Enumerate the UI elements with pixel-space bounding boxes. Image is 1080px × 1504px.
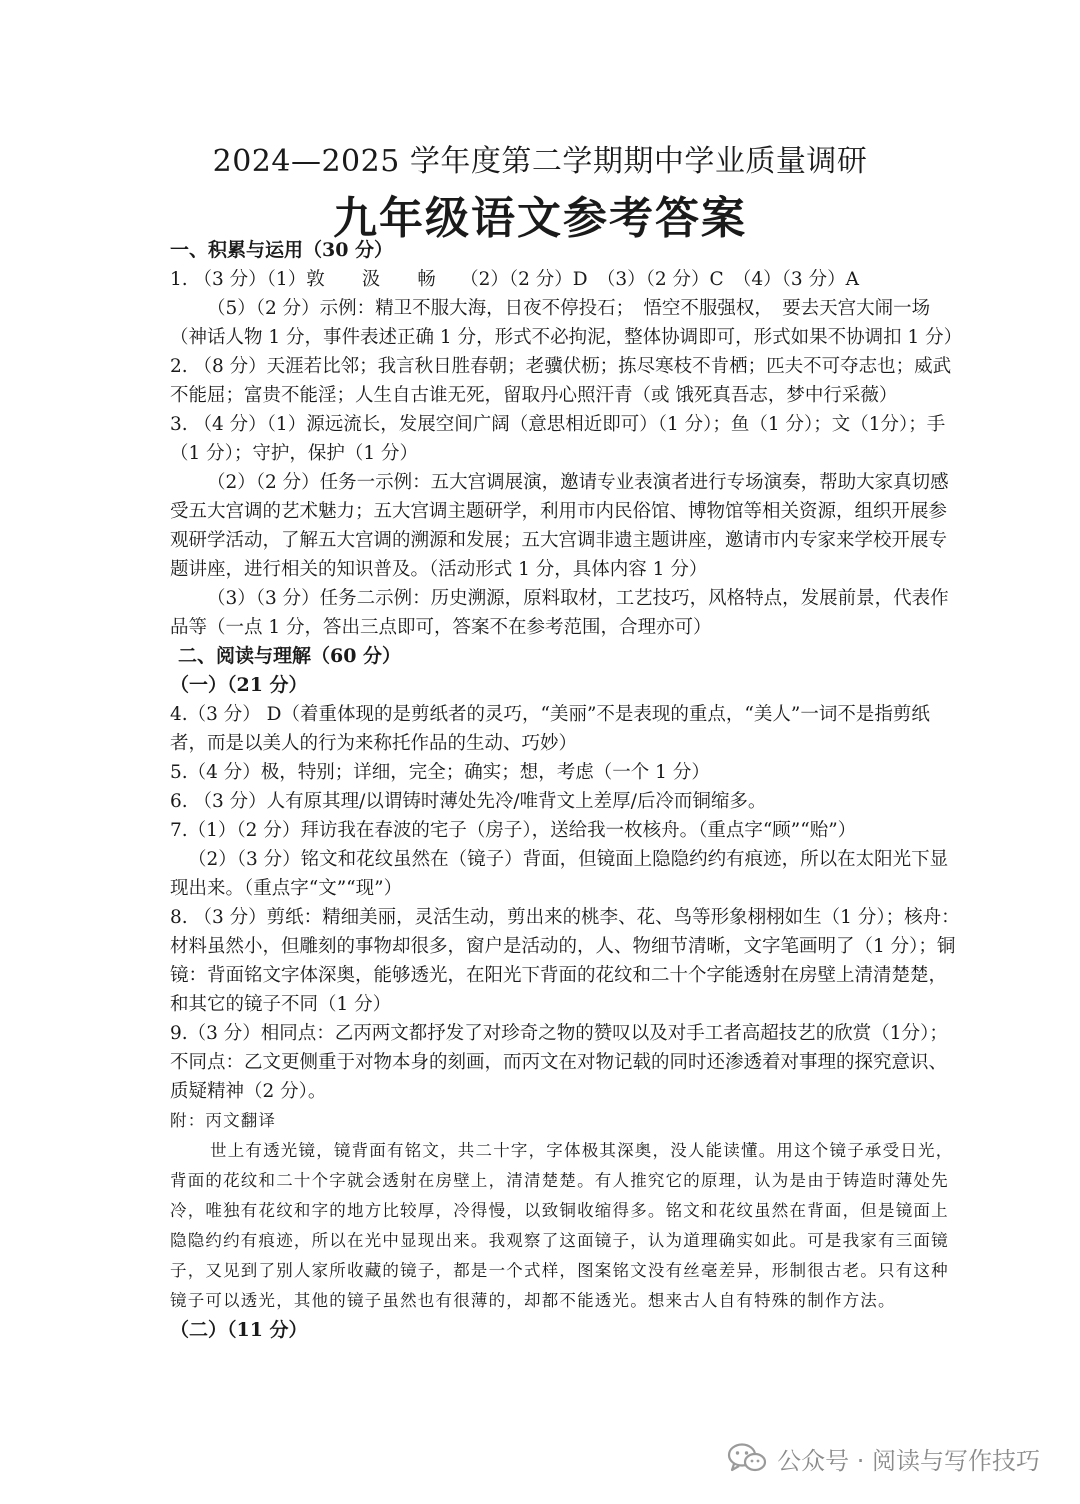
- answer-q3-3: （3）（3 分）任务二示例：历史溯源，原料取材，工艺技巧，风格特点，发展前景，代表作品等（一点 1 分，答出三点即可，答案不在参考范围，合理亦可）: [170, 588, 949, 638]
- section-heading-1: 一、积累与运用（30 分）: [170, 239, 394, 261]
- answer-q3-2: （2）（2 分）任务一示例：五大宫调展演，邀请专业表演者进行专场演奏，帮助大家真切感受五大宫调的艺术魅力；五大宫调主题研学，利用市内民俗馆、博物馆等相关资源，组织开展参观研学活动，了解五大宫调的溯源和发展；五大宫调非遗主题讲座，邀请市内专家来学校开展专题讲座，进行相关的知识普及。（活动形式 1 分，具体内容 1 分）: [170, 472, 949, 580]
- answer-q6: 6. （3 分）人有原其理/以谓铸时薄处先冷/唯背文上差厚/后冷而铜缩多。: [170, 791, 767, 812]
- wechat-icon: [727, 1442, 767, 1474]
- subsection-heading-1: （一）（21 分）: [170, 674, 308, 696]
- watermark: [727, 1438, 1040, 1478]
- appendix-translation: 世上有透光镜，镜背面有铭文，共二十字，字体极其深奥，没人能读懂。用这个镜子承受日光，背面的花纹和二十个字就会透射在房壁上，清清楚楚。有人推究它的原理，认为是由于铸造时薄处先冷，唯独有花纹和字的地方比较厚，冷得慢，以致铜收缩得多。铭文和花纹虽然在背面，但是镜面上隐隐约约有痕迹，所以在光中显现出来。我观察了这面镜子，认为道理确实如此。可是我家有三面镜子，又见到了别人家所收藏的镜子，都是一个式样，图案铭文没有丝毫差异，形制很古老。只有这种镜子可以透光，其他的镜子虽然也有很薄的，却都不能透光。想来古人自有特殊的制作方法。: [170, 1141, 954, 1310]
- answer-q1-5: （5）（2 分）示例：精卫不服大海，日夜不停投石； 悟空不服强权， 要去天宫大闹一场（神话人物 1 分，事件表述正确 1 分，形式不必拘泥，整体协调即可，形式如果不协调扣 1 分）: [170, 298, 963, 348]
- answer-q7-1: 7.（1）（2 分）拜访我在春波的宅子（房子），送给我一枚核舟。（重点字“顾”“贻”）: [170, 820, 857, 841]
- answer-q8: 8. （3 分）剪纸：精细美丽，灵活生动，剪出来的桃李、花、鸟等形象栩栩如生（1 分）；核舟：材料虽然小，但雕刻的事物却很多，窗户是活动的，人、物细节清晰，文字笔画明了（1 分）；铜镜：背面铭文字体深奥，能够透光，在阳光下背面的花纹和二十个字能透射在房壁上清清楚楚，和其它的镜子不同（1 分）: [170, 907, 960, 1015]
- appendix-title: 附：丙文翻译: [170, 1111, 277, 1130]
- answer-q5: 5.（4 分）极，特别；详细，完全；确实；想，考虑（一个 1 分）: [170, 762, 710, 783]
- exam-header: 2024—2025 学年度第二学期期中学业质量调研: [212, 144, 868, 179]
- answer-q7-2: （2）（3 分）铭文和花纹虽然在（镜子）背面，但镜面上隐隐约约有痕迹，所以在太阳光下显现出来。（重点字“文”“现”）: [170, 849, 949, 899]
- answer-q3-1: 3. （4 分）（1）源远流长，发展空间广阔（意思相近即可）（1 分）；鱼（1 分）；文（1分）；手（1 分）；守护，保护（1 分）: [170, 414, 946, 464]
- answer-q9: 9.（3 分）相同点：乙丙两文都抒发了对珍奇之物的赞叹以及对手工者高超技艺的欣赏（1分）；不同点：乙文更侧重于对物本身的刻画，而丙文在对物记载的同时还渗透着对事理的探究意识、质疑精神（2 分）。: [170, 1023, 948, 1102]
- page-title: 九年级语文参考答案: [333, 193, 747, 244]
- answer-q1-main: 1. （3 分）（1）敦 汲 畅 （2）（2 分）D （3）（2 分）C （4）（3 分）A: [170, 269, 859, 290]
- subsection-heading-2: （二）（11 分）: [170, 1319, 308, 1341]
- watermark-label: 公众号 · 阅读与写作技巧: [777, 1446, 1040, 1475]
- answer-q4: 4.（3 分） D（着重体现的是剪纸者的灵巧，“美丽”不是表现的重点，“美人”一词不是指剪纸者，而是以美人的行为来称托作品的生动、巧妙）: [170, 704, 930, 754]
- answer-q2: 2. （8 分）天涯若比邻；我言秋日胜春朝；老骥伏枥；拣尽寒枝不肯栖；匹夫不可夺志也；威武不能屈；富贵不能淫；人生自古谁无死，留取丹心照汗青（或 饿死真吾志，梦中行采薇）: [170, 356, 952, 406]
- answer-body: [170, 236, 962, 1345]
- section-heading-2: 二、阅读与理解（60 分）: [178, 645, 402, 667]
